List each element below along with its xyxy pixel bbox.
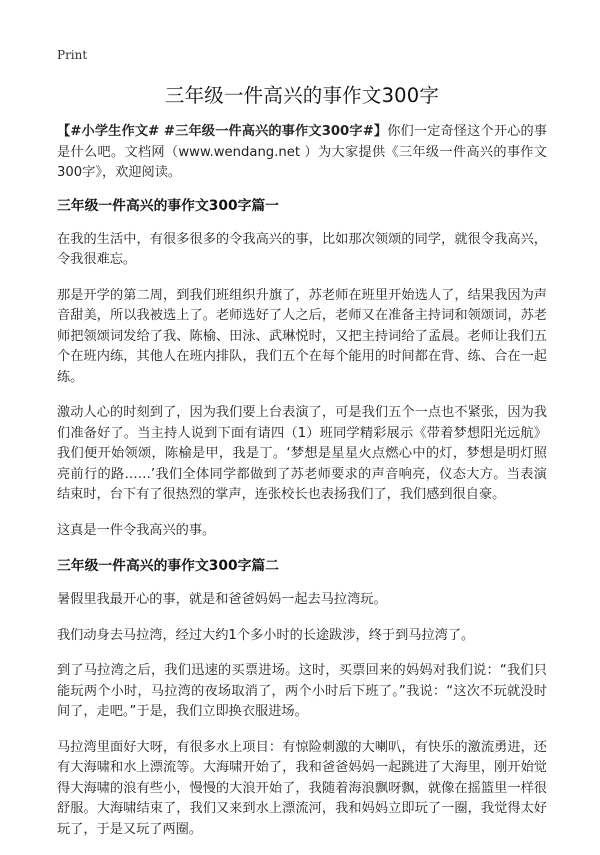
document-title: 三年级一件高兴的事作文300字 <box>164 84 440 107</box>
section1-paragraph-3: 激动人心的时刻到了，因为我们要上台表演了，可是我们五个一点也不紧张，因为我们准备好了。当主持人说到下面有请四（1）班同学精彩展示《带着梦想阳光远航》我们便开始领颂，陈榆是甲，我是丁。‘梦想是星星火点燃心中的灯，梦想是明灯照亮前行的路……’我们全体同学都做到了苏老师要求的声音响亮，仪态大方。当表演结束时，台下有了很热烈的掌声，连张校长也表扬我们了，我们感到很自豪。 <box>57 405 547 502</box>
intro-tag: 【#小学生作文# #三年级一件高兴的事作文300字#】 <box>57 124 388 139</box>
document-page <box>57 80 547 855</box>
section2-heading: 三年级一件高兴的事作文300字篇二 <box>57 558 279 574</box>
section1-paragraph-1: 在我的生活中，有很多很多的令我高兴的事，比如那次领颂的同学，就很令我高兴，令我很难忘。 <box>57 231 547 267</box>
intro-paragraph <box>57 122 547 184</box>
print-link[interactable]: Print <box>57 48 88 62</box>
section2-paragraph-1: 暑假里我最开心的事，就是和爸爸妈妈一起去马拉湾玩。 <box>57 592 387 607</box>
section1-heading: 三年级一件高兴的事作文300字篇一 <box>57 197 279 214</box>
section2-paragraph-4: 马拉湾里面好大呀，有很多水上项目：有惊险刺激的大喇叭，有快乐的激流勇进，还有大海啸和水上漂流等。大海啸开始了，我和爸爸妈妈一起跳进了大海里，刚开始觉得大海啸的浪有些小，慢慢的大浪开始了，我随着海浪飘呀飘，就像在摇篮里一样很舒服。大海啸结束了，我们又来到水上漂流河，我和妈妈立即玩了一圈，我觉得太好玩了，于是又玩了两圈。 <box>57 739 547 837</box>
section2-paragraph-2: 我们动身去马拉湾，经过大约1个多小时的长途跋涉，终于到马拉湾了。 <box>57 627 475 643</box>
intro-text: 你们一定奇怪这个开心的事是什么吧。文档网（www.wendang.net ）为大家提供《三年级一件高兴的事作文300字》，欢迎阅读。 <box>57 124 547 180</box>
section1-paragraph-2: 那是开学的第二周，到我们班组织升旗了，苏老师在班里开始选人了，结果我因为声音甜美，所以我被选上了。老师选好了人之后，老师又在准备主持词和领颂词，苏老师把领颂词发给了我、陈榆、田泳、武琳悦时，又把主持词给了孟晨。老师让我们五个在班内练，其他人在班内排队，我们五个在每个能用的时间都在背、练、合在一起练。 <box>57 287 547 385</box>
section2-paragraph-3: 到了马拉湾之后，我们迅速的买票进场。这时，买票回来的妈妈对我们说：“我们只能玩两个小时，马拉湾的夜场取消了，两个小时后下班了。”我说：“这次不玩就没时间了，走吧。”于是，我们立即换衣服进场。 <box>57 663 547 719</box>
section1-paragraph-4: 这真是一件令我高兴的事。 <box>57 522 216 538</box>
